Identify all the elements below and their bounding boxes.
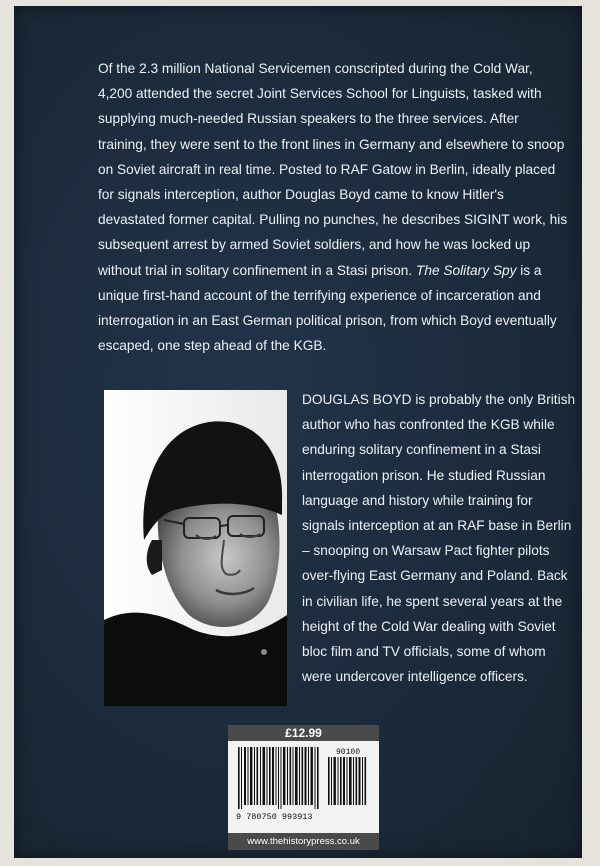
barcode-graphic xyxy=(232,743,375,823)
blurb-text-part1: Of the 2.3 million National Servicemen conscripted during the Cold War, 4,200 attended the secret Joint Services School for Linguists, tasked with supplying much-needed Russian speakers to the three services. After training, they were sent to the front lines in Germany and elsewhere to snoop on Soviet aircraft in real time. Posted to RAF Gatow in Berlin, ideally placed for signals interception, author Douglas Boyd came to know Hitler's devastated former capital. Pulling no punches, he describes SIGINT work, his subsequent arrest by armed Soviet soldiers, and how he was locked up without trial in solitary confinement in a Stasi prison. xyxy=(98,61,568,278)
author-bio: DOUGLAS BOYD is probably the only British author who has confronted the KGB while enduring solitary confinement in a Stasi interrogation prison. He studied Russian language and history while training for signals interception at an RAF base in Berlin – snooping on Warsaw Pact fighter pilots over-flying East Germany and Poland. Back in civilian life, he spent several years at the height of the Cold War dealing with Soviet bloc film and TV officials, some of whom were undercover intelligence officers. xyxy=(302,392,576,685)
barcode-isbn-digits: 9 780750 993913 xyxy=(236,812,313,822)
price-label: £12.99 xyxy=(228,725,379,741)
book-title-italic: The Solitary Spy xyxy=(416,262,517,278)
website-label: www.thehistorypress.co.uk xyxy=(228,833,379,850)
barcode-addon-digits: 90100 xyxy=(336,748,361,757)
blurb-paragraph xyxy=(98,56,568,358)
blurb-text-part2: is a unique first-hand account of the terrifying experience of incarceration and interrogation in an East German political prison, from which Boyd eventually escaped, one step ahead of the KGB. xyxy=(98,262,557,354)
barcode-box xyxy=(228,725,379,833)
author-photo xyxy=(104,390,287,706)
